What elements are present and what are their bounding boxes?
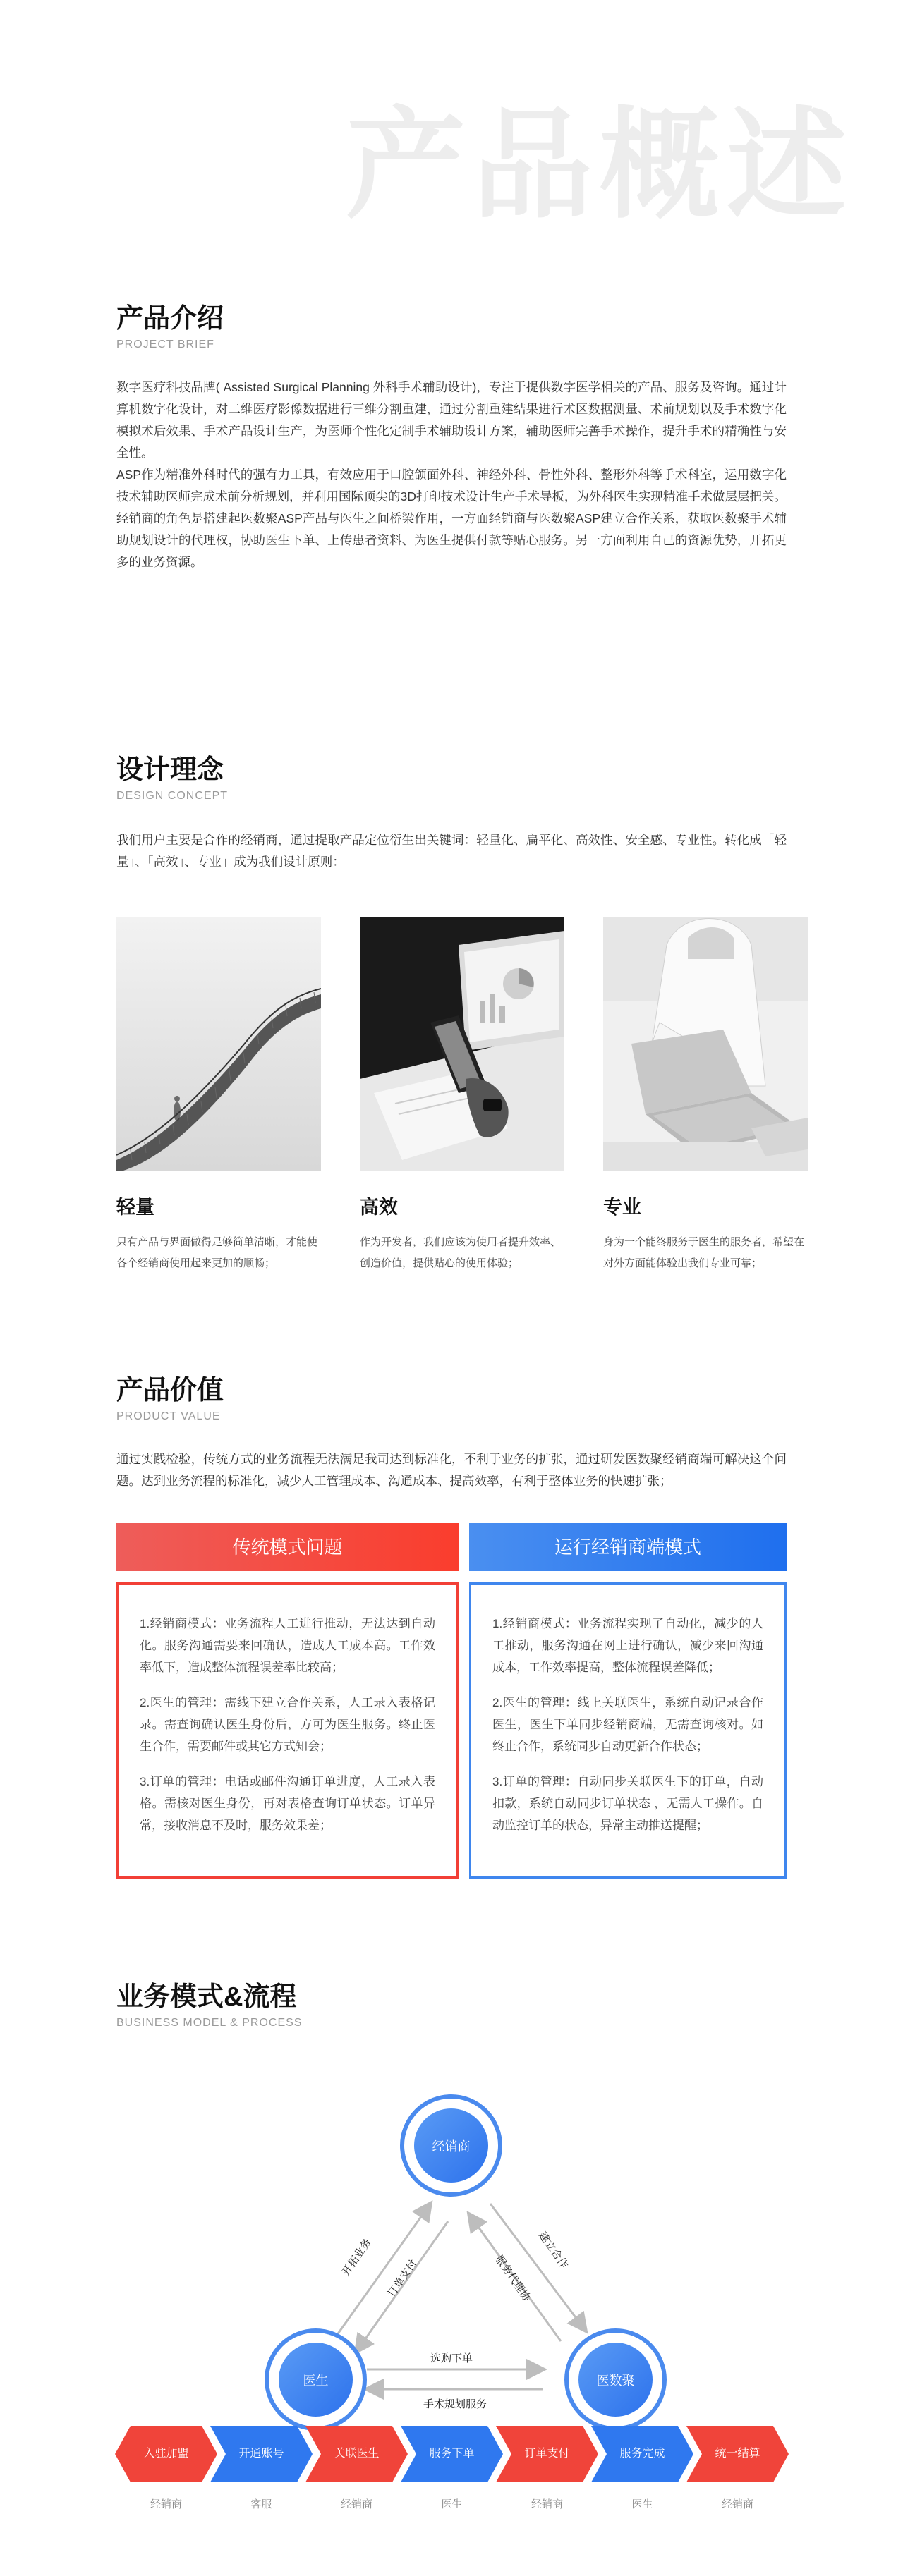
card-efficient	[360, 917, 564, 1274]
design-title: 设计理念	[116, 755, 224, 785]
doctor-node	[265, 2328, 367, 2431]
card-title: 高效	[360, 1197, 398, 1218]
process-step	[686, 2426, 789, 2510]
process-step	[305, 2426, 408, 2510]
dealer-node	[400, 2094, 502, 2197]
design-paragraph: 我们用户主要是合作的经销商，通过提取产品定位衍生出关键词：轻量化、扁平化、高效性、安全感、专业性。转化成「轻量」、「高效」、专业」成为我们设计原则：	[116, 832, 787, 869]
design-cards	[116, 917, 805, 1283]
intro-section	[116, 303, 787, 573]
doctor-node-label: 医生	[279, 2343, 353, 2417]
dealer-heading: 运行经销商端模式	[469, 1523, 787, 1571]
process-step	[401, 2426, 503, 2510]
card-title: 专业	[603, 1197, 641, 1218]
traditional-column	[116, 1523, 459, 1879]
edge-label: 建立合作	[536, 2229, 571, 2271]
process-step-role: 经销商	[531, 2498, 563, 2510]
process-step-label: 开通账号	[238, 2448, 284, 2460]
traditional-box	[116, 1582, 459, 1879]
dealer-item: 1.经销商模式：业务流程实现了自动化，减少的人工推动，服务沟通在网上进行确认，减少来回沟通成本，工作效率提高，整体流程误差降低；	[492, 1617, 763, 1674]
business-title: 业务模式&流程	[116, 1982, 297, 2012]
process-step-label: 关联医生	[334, 2448, 380, 2460]
edge-label: 选购下单	[430, 2352, 473, 2364]
comparison	[116, 1523, 787, 1890]
process-step-label: 服务下单	[429, 2448, 475, 2460]
process-step	[210, 2426, 313, 2510]
process-step-role: 经销商	[150, 2498, 182, 2510]
yishuju-node-label: 医数聚	[578, 2343, 653, 2417]
process-step-role: 经销商	[721, 2498, 753, 2510]
value-title: 产品价值	[116, 1376, 224, 1405]
intro-subtitle: PROJECT BRIEF	[116, 338, 214, 350]
process-step-role: 客服	[250, 2498, 272, 2510]
value-paragraph: 通过实践检验，传统方式的业务流程无法满足我司达到标准化，不利于业务的扩张，通过研发医数聚经销商端可解决这个问题。达到业务流程的标准化，减少人工管理成本、沟通成本、提高效率，有利于整体业务的快速扩张；	[116, 1451, 787, 1488]
dealer-box	[469, 1582, 787, 1879]
workspace-photo	[360, 917, 564, 1171]
intro-paragraph-3: 经销商的角色是搭建起医数聚ASP产品与医生之间桥梁作用，一方面经销商与医数聚ASP建立合作关系，获取医数聚手术辅助规划设计的代理权，协助医生下单、上传患者资料、为医生提供付款等贴心服务。另一方面利用自己的资源优势，开拓更多的业务资源。	[116, 511, 787, 569]
traditional-item: 3.订单的管理：电话或邮件沟通订单进度，人工录入表格。需核对医生身份，再对表格查询订单状态。订单异常，接收消息不及时，服务效果差；	[140, 1775, 435, 1832]
process-step	[591, 2426, 693, 2510]
staircase-photo	[116, 917, 321, 1171]
card-desc: 只有产品与界面做得足够简单清晰，才能使各个经销商使用起来更加的顺畅；	[116, 1236, 318, 1269]
edge-label: 手术规划服务	[423, 2398, 487, 2410]
business-subtitle: BUSINESS MODEL & PROCESS	[116, 2016, 303, 2029]
process-step-label: 服务完成	[619, 2448, 665, 2460]
process-step-label: 统一结算	[715, 2448, 760, 2460]
dealer-node-label: 经销商	[414, 2108, 488, 2183]
card-lightweight	[116, 917, 321, 1274]
business-flow-diagram	[116, 2073, 787, 2426]
card-desc: 身为一个能终服务于医生的服务者，希望在对外方面能体验出我们专业可靠；	[603, 1236, 805, 1269]
card-title: 轻量	[116, 1197, 154, 1218]
process-step-role: 医生	[631, 2498, 653, 2510]
intro-paragraph-1: 数字医疗科技品牌( Assisted Surgical Planning 外科手术辅助设计)，专注于提供数字医学相关的产品、服务及咨询。通过计算机数字化设计，对二维医疗影像数据进行三维分割重建，通过分割重建结果进行术区数据测量、术前规划以及手术数字化模拟术后效果、手术产品设计生产，为医师个性化定制手术辅助设计方案，辅助医师完善手术操作，提升手术的精确性与安全性。	[116, 379, 787, 460]
intro-title: 产品介绍	[116, 304, 224, 334]
traditional-item: 1.经销商模式：业务流程人工进行推动，无法达到自动化。服务沟通需要来回确认，造成人工成本高。工作效率低下，造成整体流程误差率比较高；	[140, 1617, 435, 1674]
process-step-label: 订单支付	[524, 2448, 570, 2460]
edge-label: 开拓业务	[339, 2236, 375, 2278]
business-section	[116, 1982, 787, 2546]
intro-paragraph-2: ASP作为精准外科时代的强有力工具，有效应用于口腔颌面外科、神经外科、骨性外科、整形外科等手术科室，运用数字化技术辅助医师完成术前分析规划，并利用国际顶尖的3D打印技术设计生产手术导板，为外科医生实现精准手术做层层把关。	[116, 467, 787, 503]
dealer-item: 3.订单的管理：自动同步关联医生下的订单，自动扣款，系统自动同步订单状态 ，无需人工操作。自动监控订单的状态，异常主动推送提醒；	[492, 1775, 763, 1832]
value-subtitle: PRODUCT VALUE	[116, 1410, 221, 1422]
process-step-role: 医生	[441, 2498, 463, 2510]
design-subtitle: DESIGN CONCEPT	[116, 789, 229, 802]
hero-title: 产品概述	[346, 99, 854, 233]
card-professional	[603, 917, 808, 1274]
process-step-role: 经销商	[340, 2498, 372, 2510]
value-section	[116, 1375, 787, 1911]
process-step	[115, 2426, 217, 2510]
edge-label: 服务代理协	[492, 2253, 533, 2304]
edge-label: 订单支付	[385, 2257, 420, 2300]
traditional-heading: 传统模式问题	[116, 1523, 459, 1571]
dealer-column	[469, 1523, 787, 1879]
laptop-photo	[603, 917, 808, 1171]
yishuju-node	[564, 2328, 667, 2431]
process-step	[496, 2426, 598, 2510]
process-steps	[115, 2426, 789, 2510]
process-step-label: 入驻加盟	[143, 2448, 189, 2460]
card-desc: 作为开发者，我们应该为使用者提升效率、创造价值，提供贴心的使用体验；	[360, 1236, 562, 1269]
design-section	[116, 755, 805, 1319]
dealer-item: 2.医生的管理：线上关联医生，系统自动记录合作医生，医生下单同步经销商端，无需查询核对。如终止合作，系统同步自动更新合作状态；	[492, 1696, 763, 1753]
traditional-item: 2.医生的管理：需线下建立合作关系，人工录入表格记录。需查询确认医生身份后，方可为医生服务。终止医生合作，需要邮件或其它方式知会；	[140, 1696, 435, 1753]
